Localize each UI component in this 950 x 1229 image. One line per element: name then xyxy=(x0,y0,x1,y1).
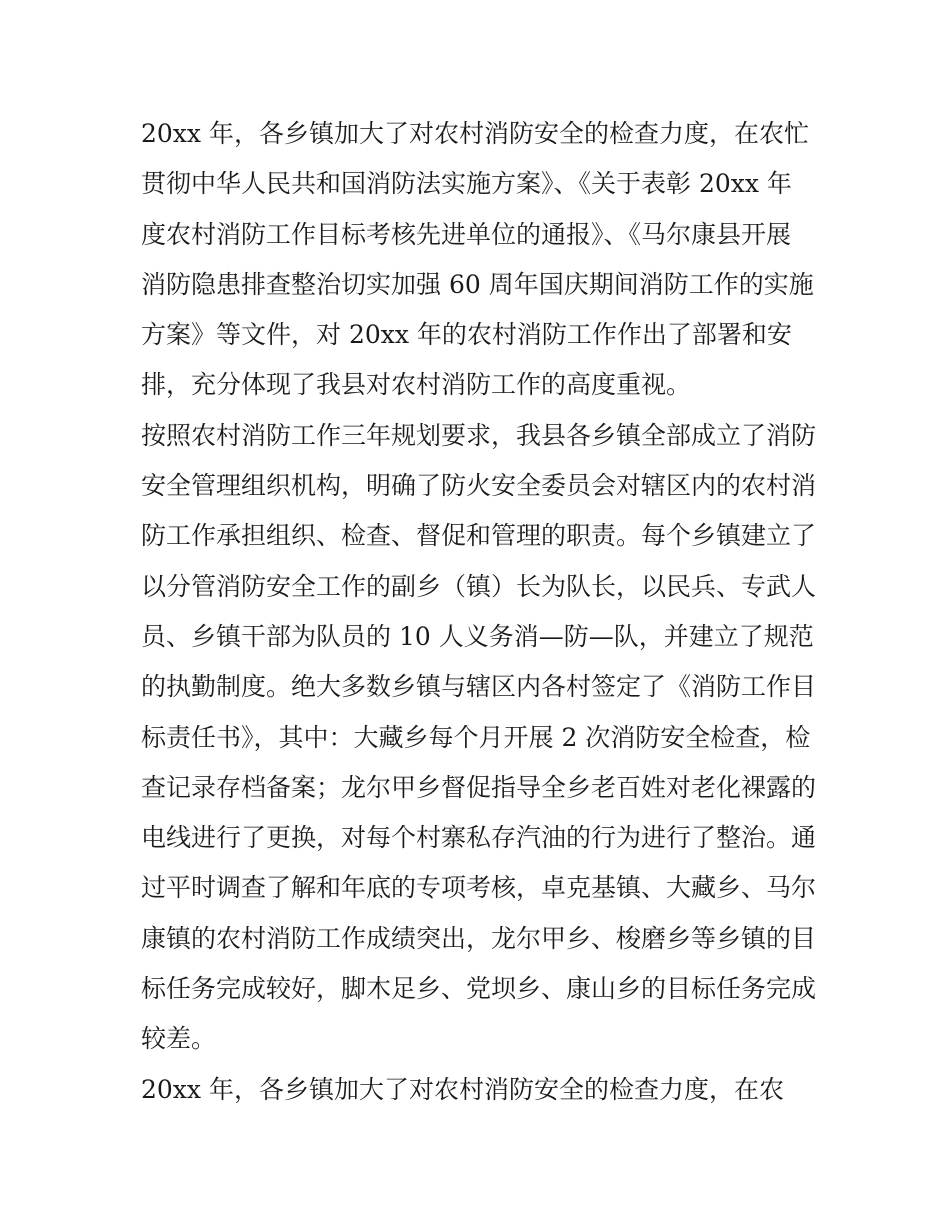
text-line: 安全管理组织机构，明确了防火安全委员会对辖区内的农村消 xyxy=(141,471,817,501)
text-line: 电线进行了更换，对每个村寨私存汽油的行为进行了整治。通 xyxy=(141,823,817,853)
text-line: 员、乡镇干部为队员的 10 人义务消—防—队，并建立了规范 xyxy=(141,621,814,651)
text-line: 的执勤制度。绝大多数乡镇与辖区内各村签定了《消防工作目 xyxy=(141,672,817,702)
text-line: 消防隐患排查整治切实加强 60 周年国庆期间消防工作的实施 xyxy=(141,269,814,299)
text-line: 以分管消防安全工作的副乡（镇）长为队长，以民兵、专武人 xyxy=(141,571,817,601)
text-line: 康镇的农村消防工作成绩突出，龙尔甲乡、梭磨乡等乡镇的目 xyxy=(141,923,817,953)
document-body xyxy=(141,109,821,1115)
text-line: 度农村消防工作目标考核先进单位的通报》、《马尔康县开展 xyxy=(141,219,792,249)
text-line: 查记录存档备案；龙尔甲乡督促指导全乡老百姓对老化裸露的 xyxy=(141,772,817,802)
text-line: 标责任书》，其中：大藏乡每个月开展 2 次消防安全检查，检 xyxy=(141,722,811,752)
text-line: 20xx 年，各乡镇加大了对农村消防安全的检查力度，在农 xyxy=(141,1074,784,1104)
text-line: 较差。 xyxy=(141,1024,217,1054)
text-line: 20xx 年，各乡镇加大了对农村消防安全的检查力度，在农忙 xyxy=(141,119,809,148)
text-line: 过平时调查了解和年底的专项考核，卓克基镇、大藏乡、马尔 xyxy=(141,873,817,903)
text-line: 按照农村消防工作三年规划要求，我县各乡镇全部成立了消防 xyxy=(141,420,817,450)
text-line: 排，充分体现了我县对农村消防工作的高度重视。 xyxy=(141,370,692,400)
text-line: 方案》等文件，对 20xx 年的农村消防工作作出了部署和安 xyxy=(141,320,792,350)
text-line: 贯彻中华人民共和国消防法实施方案》、《关于表彰 20xx 年 xyxy=(141,169,792,199)
text-line: 标任务完成较好，脚木足乡、党坝乡、康山乡的目标任务完成 xyxy=(141,974,817,1004)
text-line: 防工作承担组织、检查、督促和管理的职责。每个乡镇建立了 xyxy=(141,521,817,551)
